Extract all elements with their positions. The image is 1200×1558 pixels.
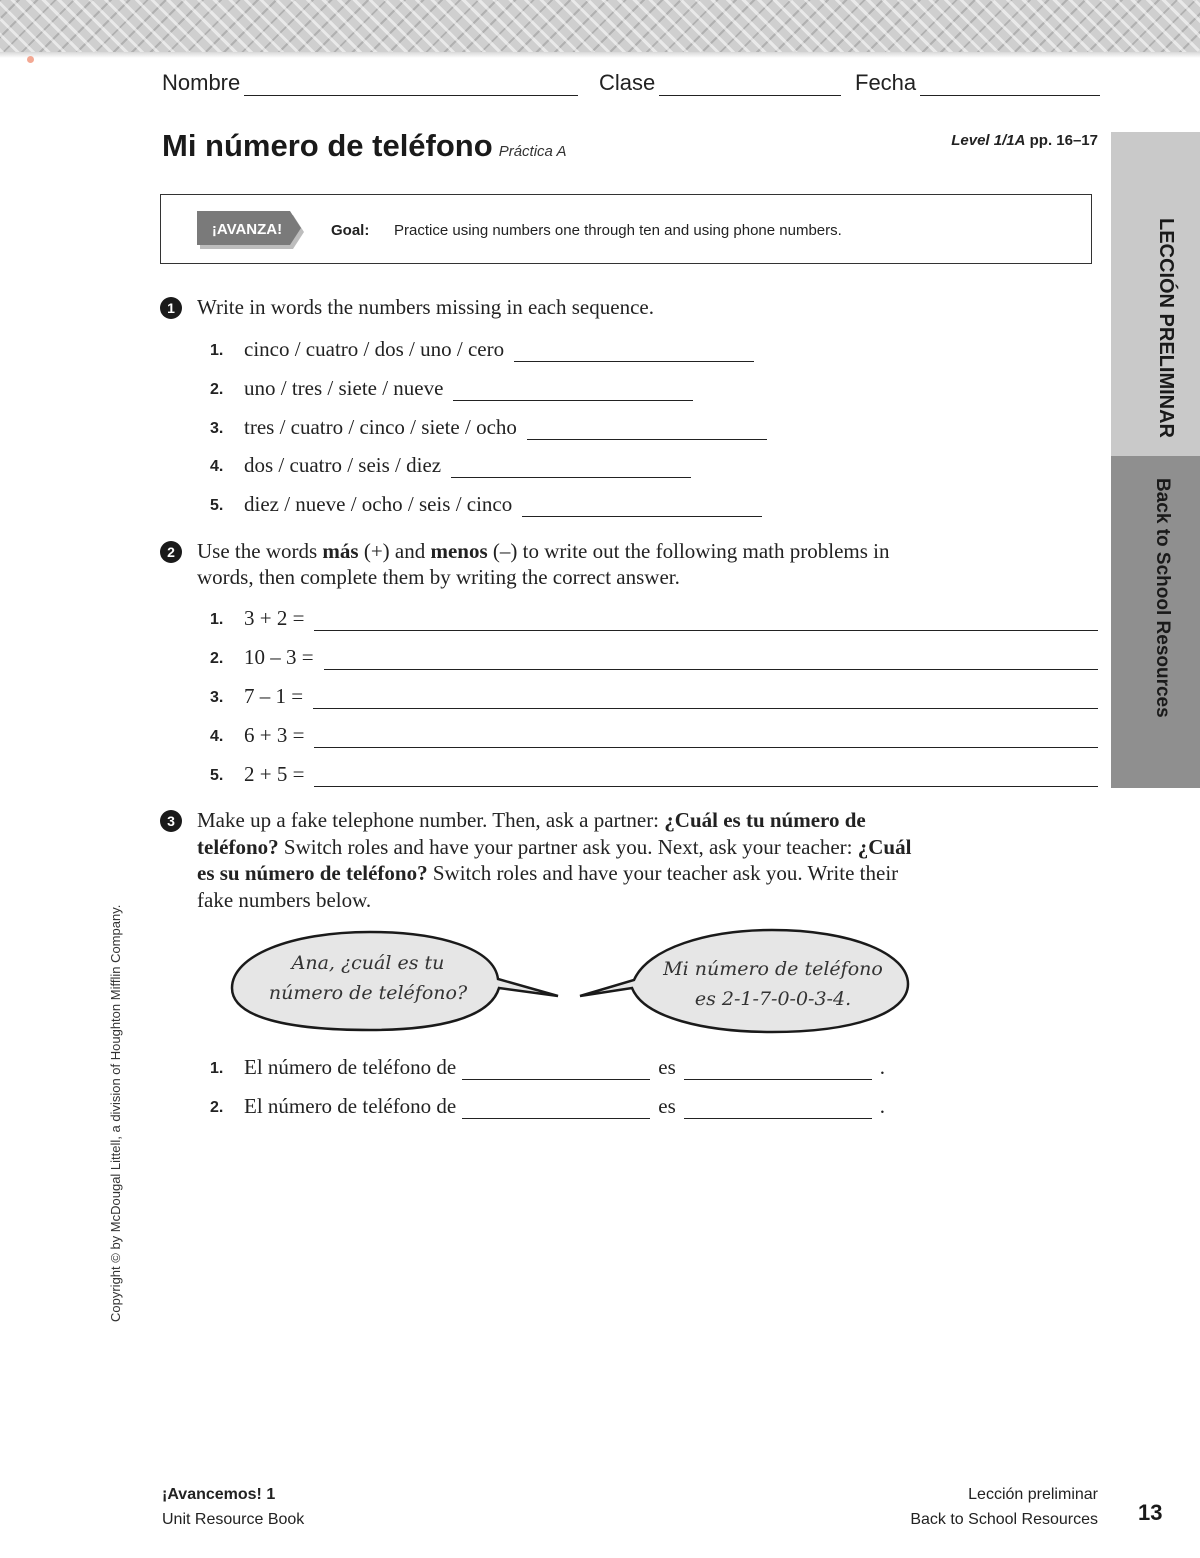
list-item — [210, 605, 1098, 631]
item-number: 2. — [210, 1099, 224, 1116]
list-item — [210, 761, 1098, 787]
answer-line[interactable] — [314, 766, 1098, 787]
item-number: 1. — [210, 342, 224, 359]
page-number: 13 — [1138, 1500, 1163, 1525]
exercise-3-line-2: teléfono? Switch roles and have your partner ask you. Next, ask your teacher: ¿Cuál — [197, 835, 912, 859]
title-text: Mi número de teléfono — [162, 128, 493, 163]
level-reference — [951, 132, 1098, 149]
item-es: es — [658, 1094, 676, 1118]
exercise-3-line-4: fake numbers below. — [197, 888, 372, 912]
item-text: El número de teléfono de — [244, 1094, 457, 1118]
name-input-line[interactable] — [244, 77, 578, 96]
exercise-3-instruction — [160, 807, 1060, 915]
list-item — [210, 452, 691, 478]
item-text: diez / nueve / ocho / seis / cinco — [244, 492, 513, 516]
decorative-dot — [27, 56, 34, 63]
item-text: 10 – 3 = — [244, 645, 314, 669]
list-item — [210, 1093, 885, 1119]
answer-line[interactable] — [314, 727, 1098, 748]
item-period: . — [879, 1055, 886, 1079]
exercise-2-badge: 2 — [160, 541, 182, 563]
answer-line[interactable] — [514, 341, 754, 362]
speech-bubble-left: Ana, ¿cuál es tu número de teléfono? — [268, 952, 468, 1004]
item-text: 7 – 1 = — [244, 684, 304, 708]
item-text: cinco / cuatro / dos / uno / cero — [244, 337, 505, 361]
goal-text: Practice using numbers one through ten and using phone numbers. — [394, 222, 842, 239]
answer-line[interactable] — [324, 649, 1098, 670]
exercise-1-text: Write in words the numbers missing in each sequence. — [197, 295, 654, 319]
item-number: 3. — [210, 420, 224, 437]
answer-line[interactable] — [451, 457, 691, 478]
list-item — [210, 1054, 885, 1080]
avanza-badge-text: ¡AVANZA! — [211, 221, 283, 238]
date-input-line[interactable] — [920, 77, 1100, 96]
answer-line[interactable] — [313, 688, 1098, 709]
name-field — [162, 70, 578, 96]
answer-line[interactable] — [527, 419, 767, 440]
class-field — [599, 70, 841, 96]
answer-line[interactable] — [522, 496, 762, 517]
list-item — [210, 491, 762, 517]
footer-book-title: ¡Avancemos! 1 — [162, 1486, 276, 1503]
item-text: 6 + 3 = — [244, 723, 305, 747]
list-item — [210, 683, 1098, 709]
item-number: 5. — [210, 767, 224, 784]
list-item — [210, 336, 754, 362]
exercise-3-line-1: Make up a fake telephone number. Then, ask a partner: ¿Cuál es tu número de — [197, 808, 866, 832]
footer-lesson: Lección preliminar — [968, 1486, 1098, 1503]
exercise-2-line-1: Use the words más (+) and menos (–) to write out the following math problems in — [197, 539, 890, 563]
page-title — [162, 128, 567, 164]
exercise-3-badge: 3 — [160, 810, 182, 832]
footer-left — [162, 1482, 304, 1532]
answer-line[interactable] — [453, 380, 693, 401]
date-label: Fecha — [855, 70, 917, 95]
item-number: 2. — [210, 381, 224, 398]
exercise-1-badge: 1 — [160, 297, 182, 319]
list-item — [210, 375, 693, 401]
side-tab-resources — [1111, 456, 1200, 788]
level-pages: pp. 16–17 — [1025, 132, 1098, 149]
side-tab-leccion-label: LECCIÓN PRELIMINAR — [1155, 218, 1177, 438]
name-answer-line[interactable] — [462, 1059, 650, 1080]
item-number: 5. — [210, 497, 224, 514]
list-item — [210, 414, 767, 440]
footer-book-subtitle: Unit Resource Book — [162, 1511, 305, 1528]
list-item — [210, 644, 1098, 670]
item-text: dos / cuatro / seis / diez — [244, 453, 442, 477]
item-es: es — [658, 1055, 676, 1079]
item-text: 3 + 2 = — [244, 606, 305, 630]
class-label: Clase — [599, 70, 656, 95]
item-text: El número de teléfono de — [244, 1055, 457, 1079]
item-number: 4. — [210, 458, 224, 475]
name-answer-line[interactable] — [462, 1098, 650, 1119]
item-period: . — [879, 1094, 886, 1118]
item-number: 4. — [210, 728, 224, 745]
item-text: tres / cuatro / cinco / siete / ocho — [244, 415, 517, 439]
exercise-2-instruction — [160, 538, 1060, 594]
exercise-1-instruction — [160, 294, 1060, 324]
number-answer-line[interactable] — [684, 1059, 872, 1080]
item-number: 3. — [210, 689, 224, 706]
speech-bubble-right: Mi número de teléfono es 2-1-7-0-0-3-4. — [663, 958, 883, 1010]
footer-section: Back to School Resources — [910, 1511, 1098, 1528]
date-field — [855, 70, 1100, 96]
copyright-notice: Copyright © by McDougal Littell, a division of Houghton Mifflin Company. — [108, 904, 123, 1322]
banner-shadow — [0, 52, 1200, 58]
number-answer-line[interactable] — [684, 1098, 872, 1119]
exercise-2-line-2: words, then complete them by writing the correct answer. — [197, 565, 680, 589]
item-number: 2. — [210, 650, 224, 667]
page-subtitle: Práctica A — [498, 143, 567, 160]
item-text: 2 + 5 = — [244, 762, 305, 786]
decorative-banner — [0, 0, 1200, 52]
class-input-line[interactable] — [659, 77, 841, 96]
avanza-arrow-icon — [197, 211, 305, 249]
level-prefix: Level 1/1A — [951, 132, 1026, 149]
name-label: Nombre — [162, 70, 241, 95]
footer-right — [910, 1482, 1098, 1532]
item-number: 1. — [210, 611, 224, 628]
exercise-3-line-3: es su número de teléfono? Switch roles and have your teacher ask you. Write their — [197, 861, 899, 885]
list-item — [210, 722, 1098, 748]
item-number: 1. — [210, 1060, 224, 1077]
side-tab-leccion — [1111, 132, 1200, 456]
answer-line[interactable] — [314, 610, 1098, 631]
goal-label: Goal: — [331, 222, 370, 239]
side-tab-resources-label: Back to School Resources — [1152, 478, 1173, 718]
item-text: uno / tres / siete / nueve — [244, 376, 444, 400]
speech-bubbles — [228, 926, 918, 1043]
goal-box — [160, 194, 1092, 264]
